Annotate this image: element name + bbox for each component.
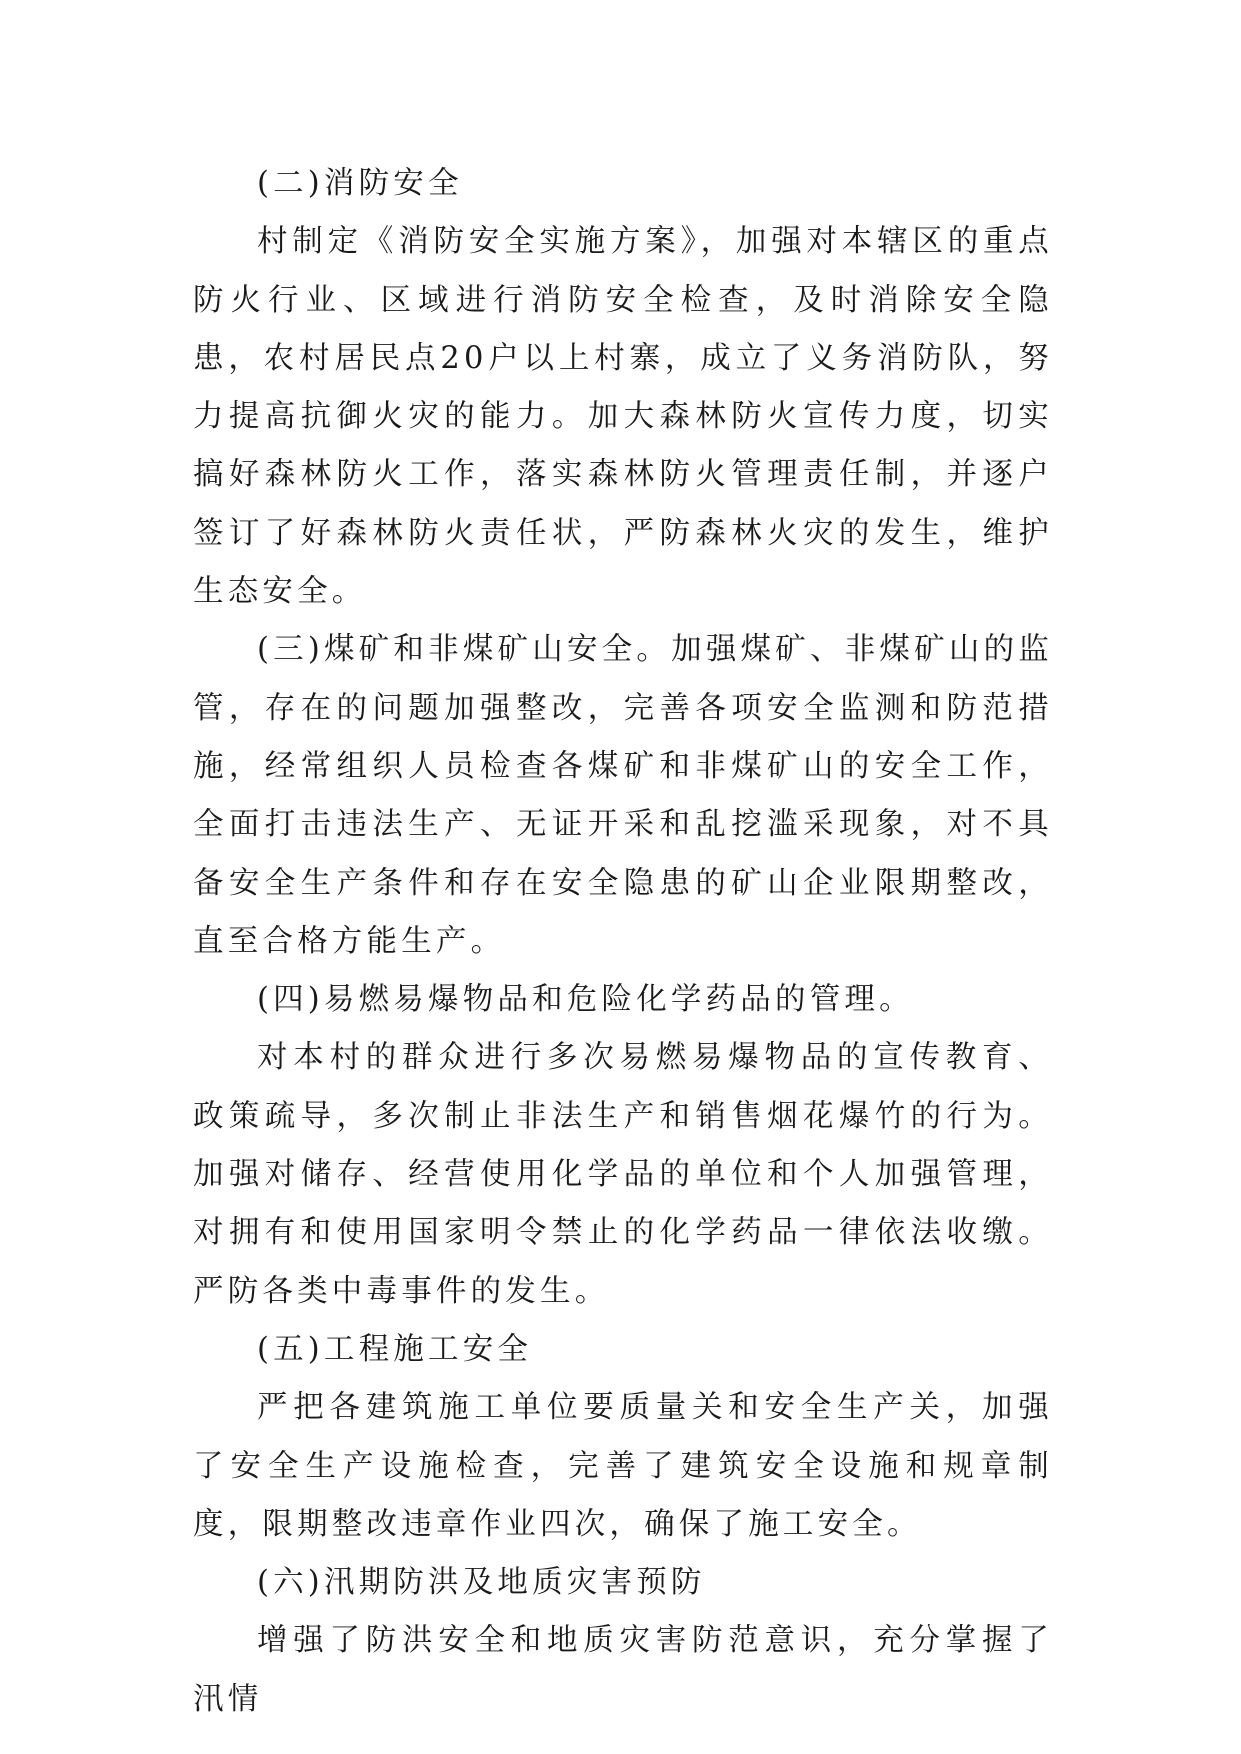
section-heading-flood-prevention: (六)汛期防洪及地质灾害预防 (257, 1565, 706, 1601)
paragraph-construction-safety: 严把各建筑施工单位要质量关和安全生产关，加强了安全生产设施检查，完善了建筑安全设施和规章制度，限期整改违章作业四次，确保了施工安全。 (193, 1390, 1053, 1542)
section-heading-construction-safety: (五)工程施工安全 (257, 1331, 533, 1367)
document-body (193, 155, 1053, 1729)
paragraph-flood-prevention: 增强了防洪安全和地质灾害防范意识，充分掌握了汛情 (193, 1623, 1053, 1717)
section-heading-fire-safety: (二)消防安全 (257, 166, 463, 201)
paragraph-mine-safety: (三)煤矿和非煤矿山安全。加强煤矿、非煤矿山的监管，存在的问题加强整改，完善各项安全监测和防范措施，经常组织人员检查各煤矿和非煤矿山的安全工作，全面打击违法生产、无证开采和乱挖滥采现象，对不具备安全生产条件和存在安全隐患的矿山企业限期整改，直至合格方能生产。 (193, 632, 1053, 959)
paragraph-hazardous-materials: 对本村的群众进行多次易燃易爆物品的宣传教育、政策疏导，多次制止非法生产和销售烟花爆竹的行为。加强对储存、经营使用化学品的单位和个人加强管理，对拥有和使用国家明令禁止的化学药品一律依法收缴。严防各类中毒事件的发生。 (193, 1040, 1053, 1309)
section-heading-hazardous-materials: (四)易燃易爆物品和危险化学药品的管理。 (257, 982, 914, 1018)
paragraph-fire-safety: 村制定《消防安全实施方案》，加强对本辖区的重点防火行业、区域进行消防安全检查，及时消除安全隐患，农村居民点20户以上村寨，成立了义务消防队，努力提高抗御火灾的能力。加大森林防火宣传力度，切实搞好森林防火工作，落实森林防火管理责任制，并逐户签订了好森林防火责任状，严防森林火灾的发生，维护生态安全。 (193, 224, 1053, 610)
